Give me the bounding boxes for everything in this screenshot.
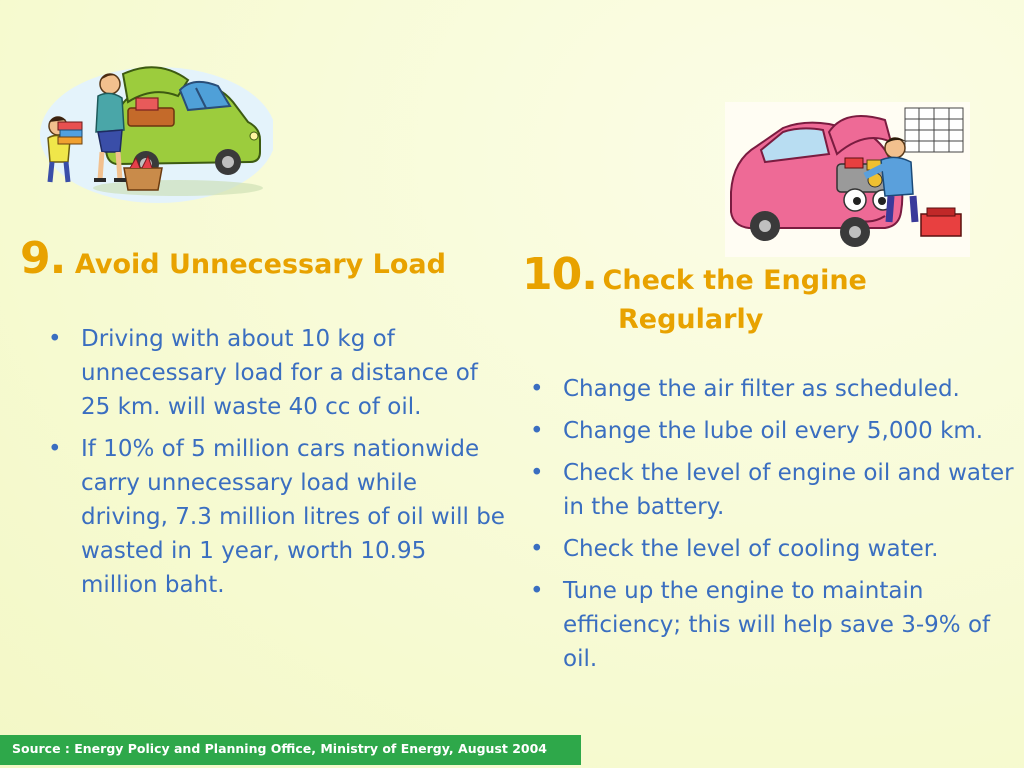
list-item: • Check the level of cooling water. [526,532,1016,566]
list-item: • Driving with about 10 kg of unnecessary load for a distance of 25 km. will waste 40 cc of oil. [44,322,506,424]
list-item: • Tune up the engine to maintain efficiency; this will help save 3-9% of oil. [526,574,1016,676]
section-9-bullet-list [44,322,506,610]
list-item: • If 10% of 5 million cars nationwide carry unnecessary load while driving, 7.3 million litres of oil will be wasted in 1 year, worth 10.95 million baht. [44,432,506,602]
section-10-title-line2: Regularly [618,304,764,335]
section-9-title: Avoid Unnecessary Load [74,249,446,280]
section-9-heading [20,233,446,284]
section-10-number: 10. [522,249,597,300]
section-9-number: 9. [20,233,66,284]
engine-check-illustration [725,102,970,257]
unloading-car-illustration [28,40,273,205]
section-10-title-line1: Check the Engine [602,265,867,296]
section-10-heading [522,249,942,338]
list-item: • Change the air filter as scheduled. [526,372,1016,406]
list-item: • Check the level of engine oil and water in the battery. [526,456,1016,524]
source-citation: Source : Energy Policy and Planning Office, Ministry of Energy, August 2004 [0,735,581,765]
section-10-bullet-list [526,372,1016,684]
list-item: • Change the lube oil every 5,000 km. [526,414,1016,448]
